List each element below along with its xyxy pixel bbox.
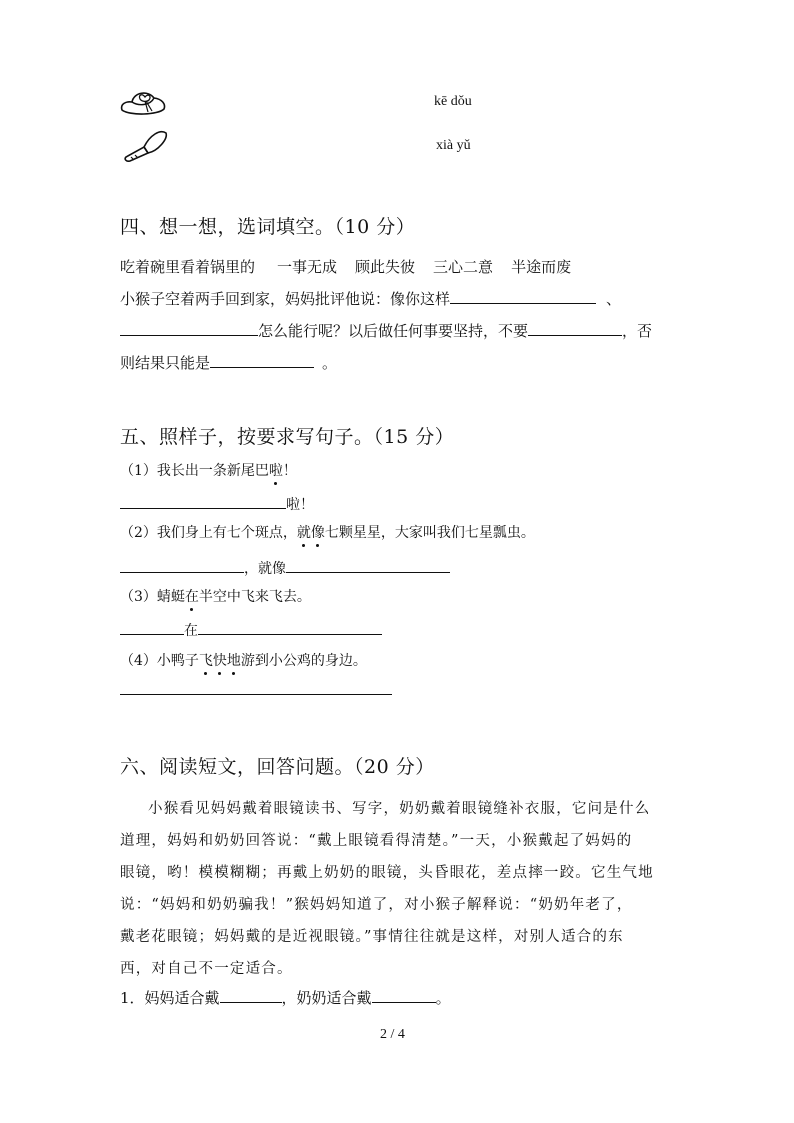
dotted-char: 地 <box>227 650 241 670</box>
passage-line: 道理，妈妈和奶奶回答说：“戴上眼镜看得清楚。”一天，小猴戴起了妈妈的 <box>120 833 633 849</box>
section5-heading: 五、照样子，按要求写句子。（15 分） <box>120 426 455 448</box>
dotted-char: 飞 <box>199 650 213 670</box>
answer-blank[interactable] <box>120 558 244 573</box>
answer-blank[interactable] <box>220 988 282 1003</box>
answer-blank[interactable] <box>120 494 286 509</box>
answer-blank[interactable] <box>120 680 392 695</box>
word-bank-item: 三心二意 <box>433 258 494 276</box>
word-bank-item: 吃着碗里看着锅里的 <box>120 258 256 276</box>
word-bank <box>120 256 571 277</box>
word-bank-item: 一事无成 <box>277 258 338 276</box>
answer-blank[interactable] <box>198 620 382 635</box>
knife-icon <box>122 127 170 163</box>
pinyin-xiayu: xià yǔ <box>436 138 471 153</box>
answer-blank[interactable] <box>450 289 596 304</box>
passage-line: 小猴看见妈妈戴着眼镜读书、写字，奶奶戴着眼镜缝补衣服，它问是什么 <box>148 801 651 817</box>
section5-q3: （3）蜻蜓在半空中飞来飞去。 <box>120 586 311 606</box>
dotted-char: 就 <box>297 522 311 542</box>
dotted-char: 啦 <box>269 460 283 480</box>
answer-blank[interactable] <box>372 988 436 1003</box>
section6-heading: 六、阅读短文，回答问题。（20 分） <box>120 756 435 778</box>
answer-blank[interactable] <box>120 620 184 635</box>
section4-line1: 小猴子空着两手回到家，妈妈批评他说：像你这样 、 <box>120 290 622 308</box>
section5-q1: （1）我长出一条新尾巴啦！ <box>120 460 297 480</box>
pinyin-kedou: kē dǒu <box>434 94 472 109</box>
dotted-char: 快 <box>213 650 227 670</box>
section6-q1: 1．妈妈适合戴 ，奶奶适合戴 。 <box>120 989 451 1007</box>
word-bank-item: 半途而废 <box>511 258 572 276</box>
section4-line3: 则结果只能是 。 <box>120 354 338 372</box>
hat-icon <box>118 84 168 120</box>
passage-line: 眼镜，哟！模模糊糊；再戴上奶奶的眼镜，头昏眼花，差点摔一跤。它生气地 <box>120 865 654 881</box>
passage-line: 戴老花眼镜；妈妈戴的是近视眼镜。”事情往往就是这样，对别人适合的东 <box>120 929 624 945</box>
section5-q2: （2）我们身上有七个斑点，就像七颗星星，大家叫我们七星瓢虫。 <box>120 522 535 542</box>
dotted-char: 在 <box>185 586 199 606</box>
section5-a2: ，就像 <box>120 558 450 578</box>
answer-blank[interactable] <box>210 353 314 368</box>
passage-line: 西，对自己不一定适合。 <box>120 961 293 977</box>
section4-line2: 怎么能行呢？以后做任何事要坚持，不要 ，否 <box>120 320 652 341</box>
answer-blank[interactable] <box>286 558 450 573</box>
section5-a3: 在 <box>120 620 382 640</box>
section4-heading: 四、想一想，选词填空。（10 分） <box>120 216 416 238</box>
word-bank-item: 顾此失彼 <box>355 258 416 276</box>
answer-blank[interactable] <box>528 321 622 336</box>
section5-q4: （4）小鸭子飞快地游到小公鸡的身边。 <box>120 650 367 670</box>
section5-a1: 啦！ <box>120 494 314 514</box>
answer-blank[interactable] <box>120 321 258 336</box>
dotted-char: 像 <box>311 522 325 542</box>
passage-line: 说：“妈妈和奶奶骗我！”猴妈妈知道了，对小猴子解释说：“奶奶年老了， <box>120 897 633 913</box>
page-number: 2 / 4 <box>380 1027 405 1042</box>
